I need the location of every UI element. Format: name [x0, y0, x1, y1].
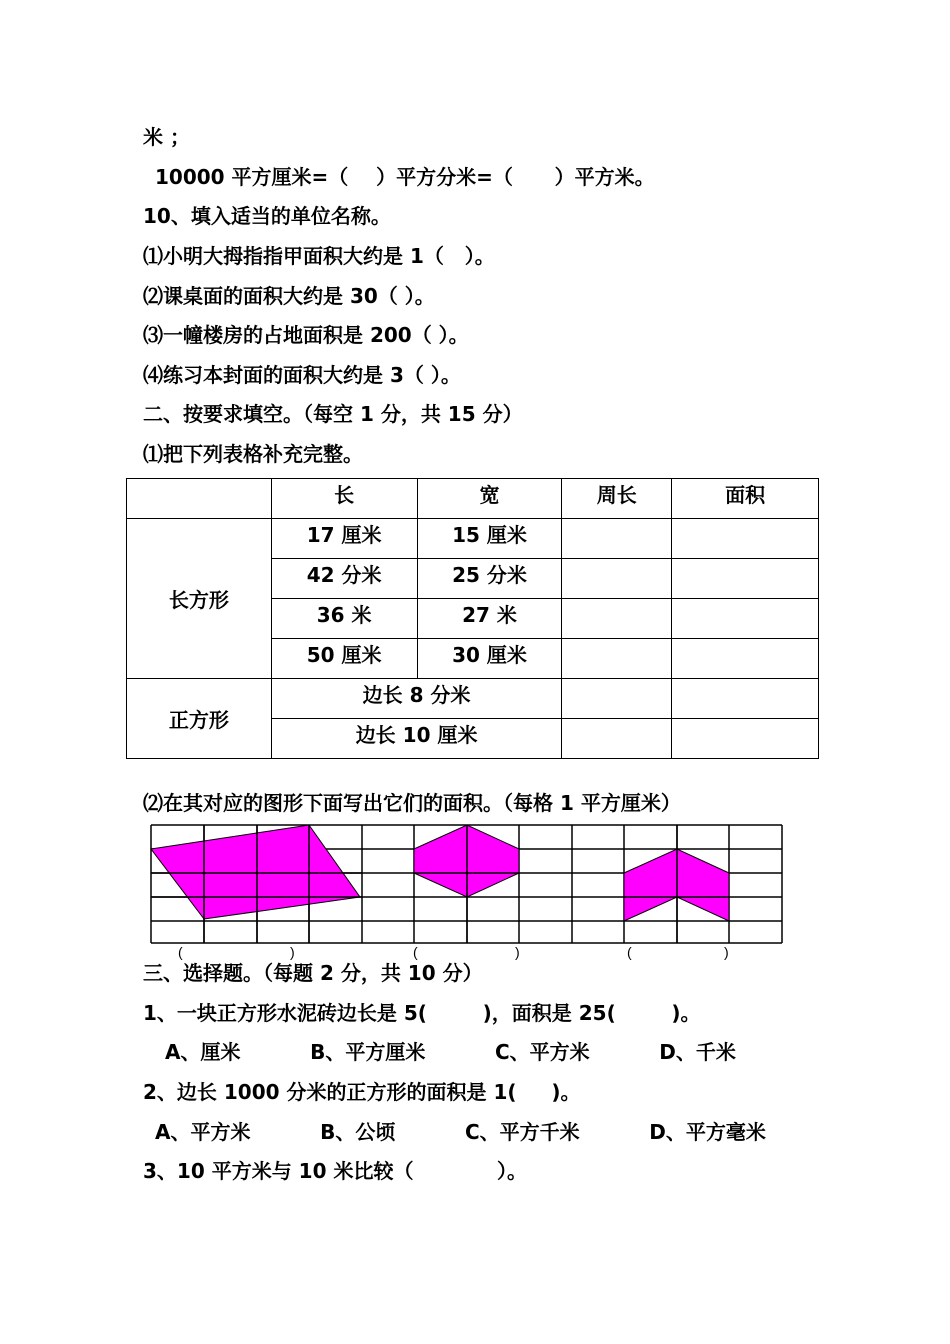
table-cell: 25 分米	[417, 559, 562, 599]
choice-options: A、平方米 B、公顷 C、平方千米 D、平方毫米	[155, 1120, 766, 1144]
answer-bracket-close: )	[290, 944, 295, 960]
text-line: 10000 平方厘米=（ ）平方分米=（ ）平方米。	[155, 165, 655, 189]
parallelogram-shape	[151, 825, 360, 919]
table-cell: 27 米	[417, 599, 562, 639]
table-cell: 50 厘米	[271, 639, 417, 679]
text-line: ⑷练习本封面的面积大约是 3（ ）。	[143, 363, 461, 387]
row-label-square: 正方形	[127, 679, 272, 759]
table-cell: 36 米	[271, 599, 417, 639]
text-line: 米 ；	[143, 125, 190, 149]
table-cell: 边长 8 分米	[271, 679, 562, 719]
text-line: ⑵课桌面的面积大约是 30（ ）。	[143, 284, 435, 308]
text-line: ⑴小明大拇指指甲面积大约是 1（ ）。	[143, 244, 495, 268]
text-line: 2、边长 1000 分米的正方形的面积是 1( )。	[143, 1080, 581, 1104]
question-heading: 10、填入适当的单位名称。	[143, 204, 391, 228]
table-cell: 15 厘米	[417, 519, 562, 559]
table-header: 面积	[672, 479, 819, 519]
answer-bracket-open: (	[627, 944, 632, 960]
section-heading: 二、按要求填空。（每空 1 分，共 15 分）	[143, 402, 523, 426]
table-cell: 42 分米	[271, 559, 417, 599]
section-heading: 三、选择题。（每题 2 分，共 10 分）	[143, 961, 483, 985]
table-cell: 17 厘米	[271, 519, 417, 559]
text-line: ⑶一幢楼房的占地面积是 200（ ）。	[143, 323, 469, 347]
table-header: 长	[271, 479, 417, 519]
table-cell: 30 厘米	[417, 639, 562, 679]
answer-bracket-open: (	[413, 944, 418, 960]
text-line: 3、10 平方米与 10 米比较（ ）。	[143, 1159, 528, 1183]
table-header: 宽	[417, 479, 562, 519]
table-header: 周长	[562, 479, 672, 519]
text-line: 1、一块正方形水泥砖边长是 5( )，面积是 25( )。	[143, 1001, 701, 1025]
text-line: ⑴把下列表格补充完整。	[143, 442, 363, 466]
answer-bracket-close: )	[515, 944, 520, 960]
answer-bracket-close: )	[724, 944, 729, 960]
choice-options: A、厘米 B、平方厘米 C、平方米 D、千米	[165, 1040, 736, 1064]
row-label-rectangle: 长方形	[127, 519, 272, 679]
text-line: ⑵在其对应的图形下面写出它们的面积。（每格 1 平方厘米）	[143, 791, 681, 815]
answer-bracket-open: (	[178, 944, 183, 960]
table-cell: 边长 10 厘米	[271, 719, 562, 759]
